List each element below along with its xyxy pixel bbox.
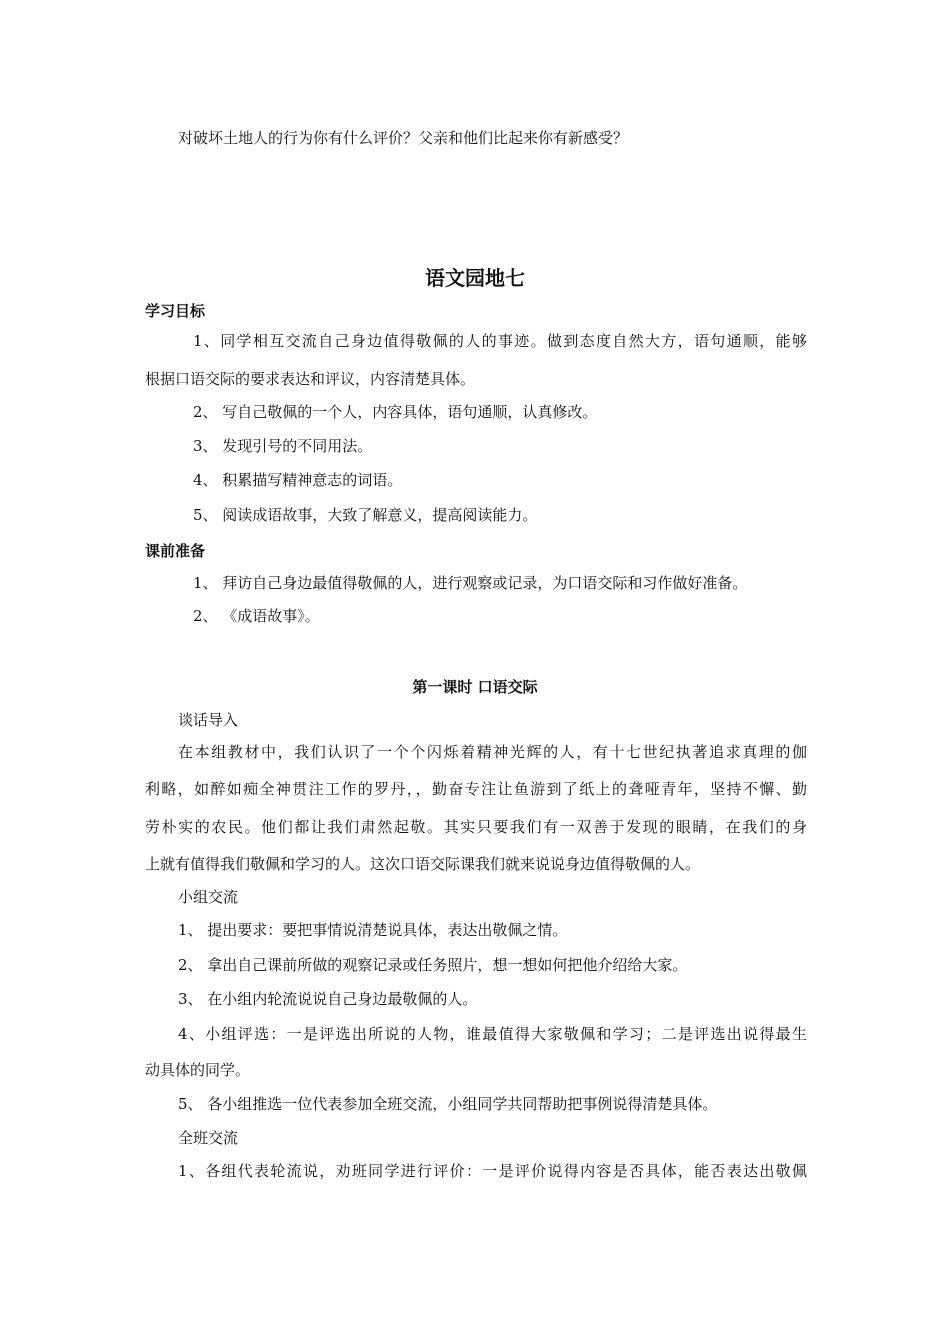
lesson-1-title: 第一课时 口语交际 — [412, 678, 538, 696]
goal-item-3: 3、 发现引号的不同用法。 — [193, 437, 373, 455]
goals-heading: 学习目标 — [145, 302, 206, 320]
intro-question: 对破坏土地人的行为你有什么评价？父亲和他们比起来你有新感受？ — [178, 129, 629, 147]
prep-item-1: 1、 拜访自己身边最值得敬佩的人，进行观察或记录，为口语交际和习作做好准备。 — [193, 574, 748, 592]
intro-talk-heading: 谈话导入 — [178, 711, 239, 729]
goal-item-4: 4、 积累描写精神意志的词语。 — [193, 471, 403, 489]
group-item-1: 1、 提出要求：要把事情说清楚说具体，表达出敬佩之情。 — [178, 921, 568, 939]
group-item-4-line-1: 4、小组评选：一是评选出所说的人物，谁最值得大家敬佩和学习；二是评选出说得最生 — [178, 1025, 807, 1043]
group-item-3: 3、 在小组内轮流说说自己身边最敬佩的人。 — [178, 990, 478, 1008]
class-item-1-line-1: 1、各组代表轮流说，劝班同学进行评价：一是评价说得内容是否具体，能否表达出敬佩 — [178, 1162, 807, 1180]
group-item-2: 2、 拿出自己课前所做的观察记录或任务照片，想一想如何把他介绍给大家。 — [178, 956, 688, 974]
goal-item-2: 2、 写自己敬佩的一个人，内容具体，语句通顺，认真修改。 — [193, 403, 598, 421]
page-title: 语文园地七 — [425, 266, 525, 290]
group-item-5: 5、 各小组推选一位代表参加全班交流，小组同学共同帮助把事例说得清楚具体。 — [178, 1095, 718, 1113]
intro-talk-line-4: 上就有值得我们敬佩和学习的人。这次口语交际课我们就来说说身边值得敬佩的人。 — [145, 855, 701, 873]
prep-heading: 课前准备 — [145, 542, 206, 560]
goal-item-1-line-1: 1、同学相互交流自己身边值得敬佩的人的事迹。做到态度自然大方，语句通顺，能够 — [193, 332, 807, 350]
intro-talk-line-1: 在本组教材中，我们认识了一个个闪烁着精神光辉的人，有十七世纪执著追求真理的伽 — [178, 743, 807, 761]
group-exchange-heading: 小组交流 — [178, 888, 239, 906]
class-exchange-heading: 全班交流 — [178, 1129, 239, 1147]
prep-item-2: 2、 《成语故事》。 — [193, 607, 320, 625]
goal-item-1-line-2: 根据口语交际的要求表达和评议，内容清楚具体。 — [145, 370, 476, 388]
intro-talk-line-3: 劳朴实的农民。他们都让我们肃然起敬。其实只要我们有一双善于发现的眼睛，在我们的身 — [145, 818, 807, 836]
group-item-4-line-2: 动具体的同学。 — [145, 1061, 251, 1079]
goal-item-5: 5、 阅读成语故事，大致了解意义，提高阅读能力。 — [193, 506, 538, 524]
intro-talk-line-2: 利略，如醉如痴全神贯注工作的罗丹，，勤奋专注让鱼游到了纸上的聋哑青年，坚持不懈、勤 — [145, 780, 807, 798]
